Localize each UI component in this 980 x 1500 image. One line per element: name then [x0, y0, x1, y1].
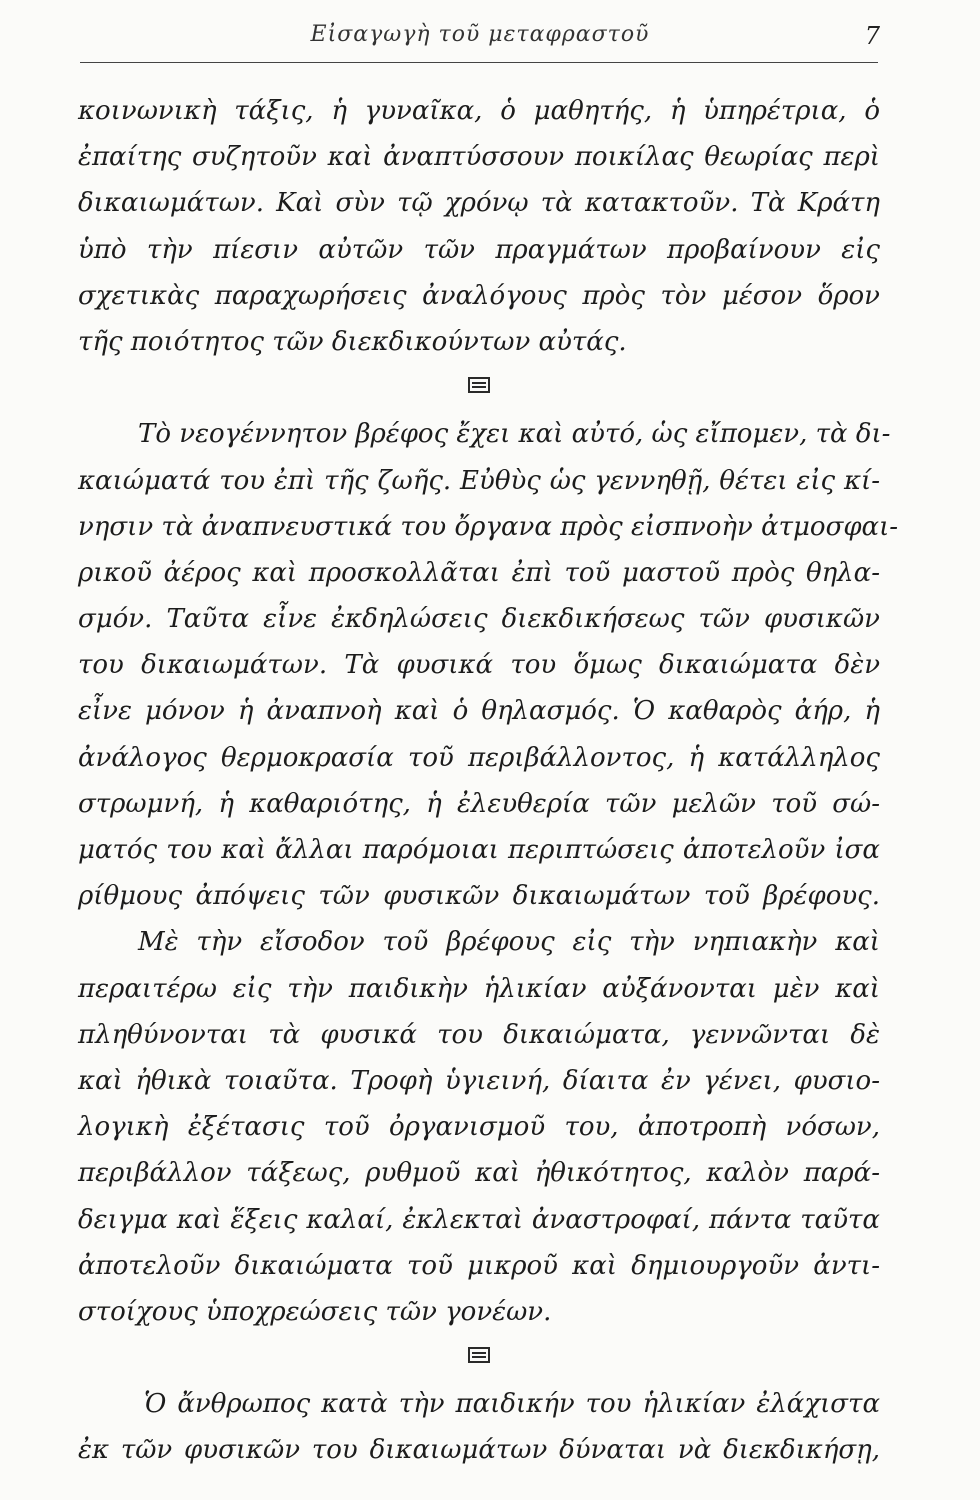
text-line: ἀνάλογος θερμοκρασία τοῦ περιβάλλοντος, ἡ κατάλληλος [78, 742, 880, 773]
text-line: ρίθμους ἀπόψεις τῶν φυσικῶν δικαιωμάτων τοῦ βρέφους. [78, 881, 880, 912]
separator-ornament-icon [468, 1347, 490, 1363]
text-line: στρωμνή, ἡ καθαριότης, ἡ ἐλευθερία τῶν μελῶν τοῦ σώ- [78, 788, 880, 819]
section-separator [78, 365, 880, 411]
text-line: στοίχους ὑποχρεώσεις τῶν γονέων. [78, 1296, 552, 1327]
text-line: ἐπαίτης συζητοῦν καὶ ἀναπτύσσουν ποικίλας θεωρίας περὶ [78, 142, 880, 173]
text-line: ἀποτελοῦν δικαιώματα τοῦ μικροῦ καὶ δημιουργοῦν ἀντι- [78, 1250, 880, 1281]
paragraph-1 [78, 88, 880, 365]
page-number: 7 [864, 22, 880, 50]
text-line: περιβάλλον τάξεως, ρυθμοῦ καὶ ἠθικότητος, καλὸν παρά- [78, 1158, 880, 1189]
text-line: Τὸ νεογέννητον βρέφος ἔχει καὶ αὐτό, ὡς εἴπομεν, τὰ δι- [138, 419, 891, 450]
text-line: δικαιωμάτων. Καὶ σὺν τῷ χρόνῳ τὰ κατακτοῦν. Τὰ Κράτη [78, 188, 880, 219]
text-line: ματός του καὶ ἄλλαι παρόμοιαι περιπτώσεις ἀποτελοῦν ἰσα [78, 835, 880, 865]
text-line: νησιν τὰ ἀναπνευστικά του ὄργανα πρὸς εἰσπνοὴν ἀτμοσφαι- [78, 511, 899, 542]
body-text [78, 88, 899, 1474]
text-line: εἶνε μόνον ἡ ἀναπνοὴ καὶ ὁ θηλασμός. Ὁ καθαρὸς ἀήρ, ἡ [78, 696, 880, 727]
text-line: Ὁ ἄνθρωπος κατὰ τὴν παιδικήν του ἡλικίαν ἐλάχιστα [144, 1389, 880, 1420]
text-line: καιώματά του ἐπὶ τῆς ζωῆς. Εὐθὺς ὡς γεννηθῇ, θέτει εἰς κί- [78, 465, 880, 496]
text-line: καὶ ἠθικὰ τοιαῦτα. Τροφὴ ὑγιεινή, δίαιτα ἐν γένει, φυσιο- [78, 1065, 880, 1096]
text-line: ὑπὸ τὴν πίεσιν αὐτῶν τῶν πραγμάτων προβαίνουν εἰς [78, 234, 880, 265]
text-line: περαιτέρω εἰς τὴν παιδικὴν ἡλικίαν αὐξάνονται μὲν καὶ [78, 973, 880, 1004]
text-line: πληθύνονται τὰ φυσικά του δικαιώματα, γεννῶνται δὲ [78, 1019, 880, 1050]
running-title: Εἰσαγωγὴ τοῦ μεταφραστοῦ [310, 22, 650, 47]
text-line: τῆς ποιότητος τῶν διεκδικούντων αὐτάς. [78, 326, 627, 357]
header-rule [80, 62, 878, 63]
text-line: λογικὴ ἐξέτασις τοῦ ὀργανισμοῦ του, ἀποτροπὴ νόσων, [78, 1112, 880, 1143]
page-header [80, 22, 880, 56]
text-line: ἐκ τῶν φυσικῶν του δικαιωμάτων δύναται νὰ διεκδικήσῃ, [78, 1435, 880, 1466]
paragraph-3 [78, 919, 880, 1335]
text-line: σχετικὰς παραχωρήσεις ἀναλόγους πρὸς τὸν μέσον ὅρον [78, 280, 880, 311]
separator-ornament-icon [468, 377, 490, 393]
text-line: του δικαιωμάτων. Τὰ φυσικά του ὅμως δικαιώματα δὲν [78, 650, 880, 681]
paragraph-2 [78, 411, 899, 919]
paragraph-4 [78, 1381, 880, 1473]
text-line: ρικοῦ ἀέρος καὶ προσκολλᾶται ἐπὶ τοῦ μαστοῦ πρὸς θηλα- [78, 557, 880, 588]
text-line: Μὲ τὴν εἴσοδον τοῦ βρέφους εἰς τὴν νηπιακὴν καὶ [138, 927, 880, 958]
text-line: σμόν. Ταῦτα εἶνε ἐκδηλώσεις διεκδικήσεως τῶν φυσικῶν [78, 604, 880, 635]
section-separator [78, 1335, 880, 1381]
text-line: δειγμα καὶ ἕξεις καλαί, ἐκλεκταὶ ἀναστροφαί, πάντα ταῦτα [78, 1204, 880, 1235]
text-line: κοινωνικὴ τάξις, ἡ γυναῖκα, ὁ μαθητής, ἡ ὑπηρέτρια, ὁ [78, 96, 880, 126]
